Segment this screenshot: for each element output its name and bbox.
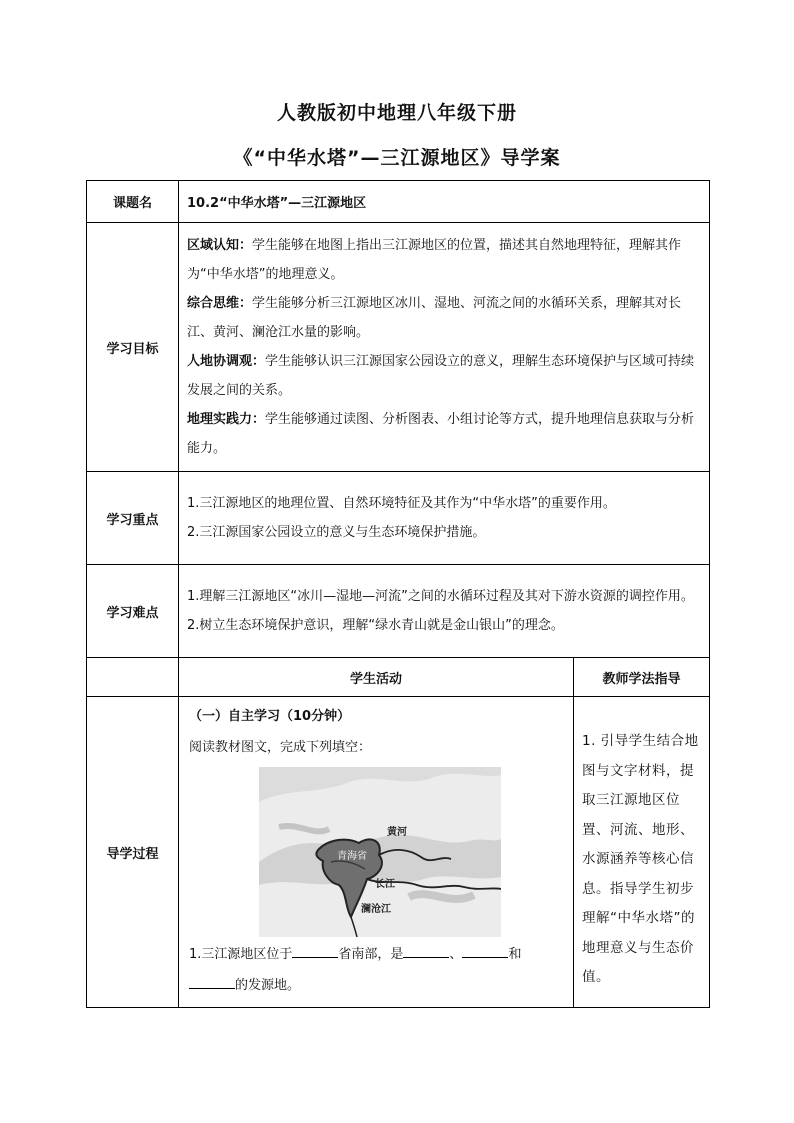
row-process bbox=[87, 697, 710, 1008]
goal-item: 人地协调观：学生能够认识三江源国家公园设立的意义，理解生态环境保护与区域可持续发展之间的关系。 bbox=[187, 354, 695, 398]
key-points-content bbox=[179, 472, 710, 565]
question-1: 1.三江源地区位于 省南部，是 、 和 的发源地。 bbox=[189, 939, 563, 1001]
answer-blank-2[interactable] bbox=[403, 941, 449, 958]
difficulties-content bbox=[179, 565, 710, 658]
row-header bbox=[87, 658, 710, 697]
row-goals bbox=[87, 223, 710, 472]
guide-table bbox=[86, 180, 710, 1008]
goal-item: 综合思维：学生能够分析三江源地区冰川、湿地、河流之间的水循环关系，理解其对长江、黄河、澜沧江水量的影响。 bbox=[187, 296, 682, 340]
process-activity bbox=[179, 697, 574, 1008]
instruction-text: 阅读教材图文，完成下列填空： bbox=[189, 740, 372, 755]
label-difficulties: 学习难点 bbox=[87, 565, 179, 658]
teacher-guide: 1. 引导学生结合地图与文字材料，提取三江源地区位置、河流、地形、水源涵养等核心信息。指导学生初步理解“中华水塔”的地理意义与生态价值。 bbox=[574, 697, 710, 1008]
header-guide: 教师学法指导 bbox=[574, 658, 710, 697]
doc-title-line1: 人教版初中地理八年级下册 bbox=[276, 102, 517, 124]
label-process: 导学过程 bbox=[87, 697, 179, 1008]
goal-item: 地理实践力：学生能够通过读图、分析图表、小组讨论等方式，提升地理信息获取与分析能力。 bbox=[187, 412, 695, 456]
difficulty-item: 1.理解三江源地区“冰川—湿地—河流”之间的水循环过程及其对下游水资源的调控作用。 bbox=[187, 589, 694, 604]
label-topic: 课题名 bbox=[87, 181, 179, 223]
key-point-item: 1.三江源地区的地理位置、自然环境特征及其作为“中华水塔”的重要作用。 bbox=[187, 496, 616, 511]
map-label-province: 青海省 bbox=[337, 851, 367, 862]
label-goals: 学习目标 bbox=[87, 223, 179, 472]
map-image bbox=[259, 767, 501, 937]
row-topic bbox=[87, 181, 710, 223]
goals-content bbox=[179, 223, 710, 472]
difficulty-item: 2.树立生态环境保护意识，理解“绿水青山就是金山银山”的理念。 bbox=[187, 618, 564, 633]
key-point-item: 2.三江源国家公园设立的意义与生态环境保护措施。 bbox=[187, 525, 486, 540]
section-title: （一）自主学习（10分钟） bbox=[189, 709, 351, 724]
answer-blank-4[interactable] bbox=[189, 972, 235, 989]
sanjiangyuan-map bbox=[259, 767, 501, 937]
row-difficulties bbox=[87, 565, 710, 658]
map-label-lancang: 澜沧江 bbox=[361, 904, 391, 915]
map-label-changjiang: 长江 bbox=[375, 879, 395, 890]
map-label-huanghe: 黄河 bbox=[387, 827, 407, 838]
answer-blank-3[interactable] bbox=[462, 941, 508, 958]
answer-blank-1[interactable] bbox=[292, 941, 338, 958]
label-key-points: 学习重点 bbox=[87, 472, 179, 565]
row-key-points bbox=[87, 472, 710, 565]
header-activity: 学生活动 bbox=[179, 658, 574, 697]
doc-title-line2: 《“中华水塔”—三江源地区》导学案 bbox=[233, 147, 561, 169]
goal-item: 区域认知：学生能够在地图上指出三江源地区的位置，描述其自然地理特征，理解其作为“中华水塔”的地理意义。 bbox=[187, 238, 682, 282]
header-empty bbox=[87, 658, 179, 697]
topic-value: 10.2“中华水塔”—三江源地区 bbox=[179, 181, 710, 223]
